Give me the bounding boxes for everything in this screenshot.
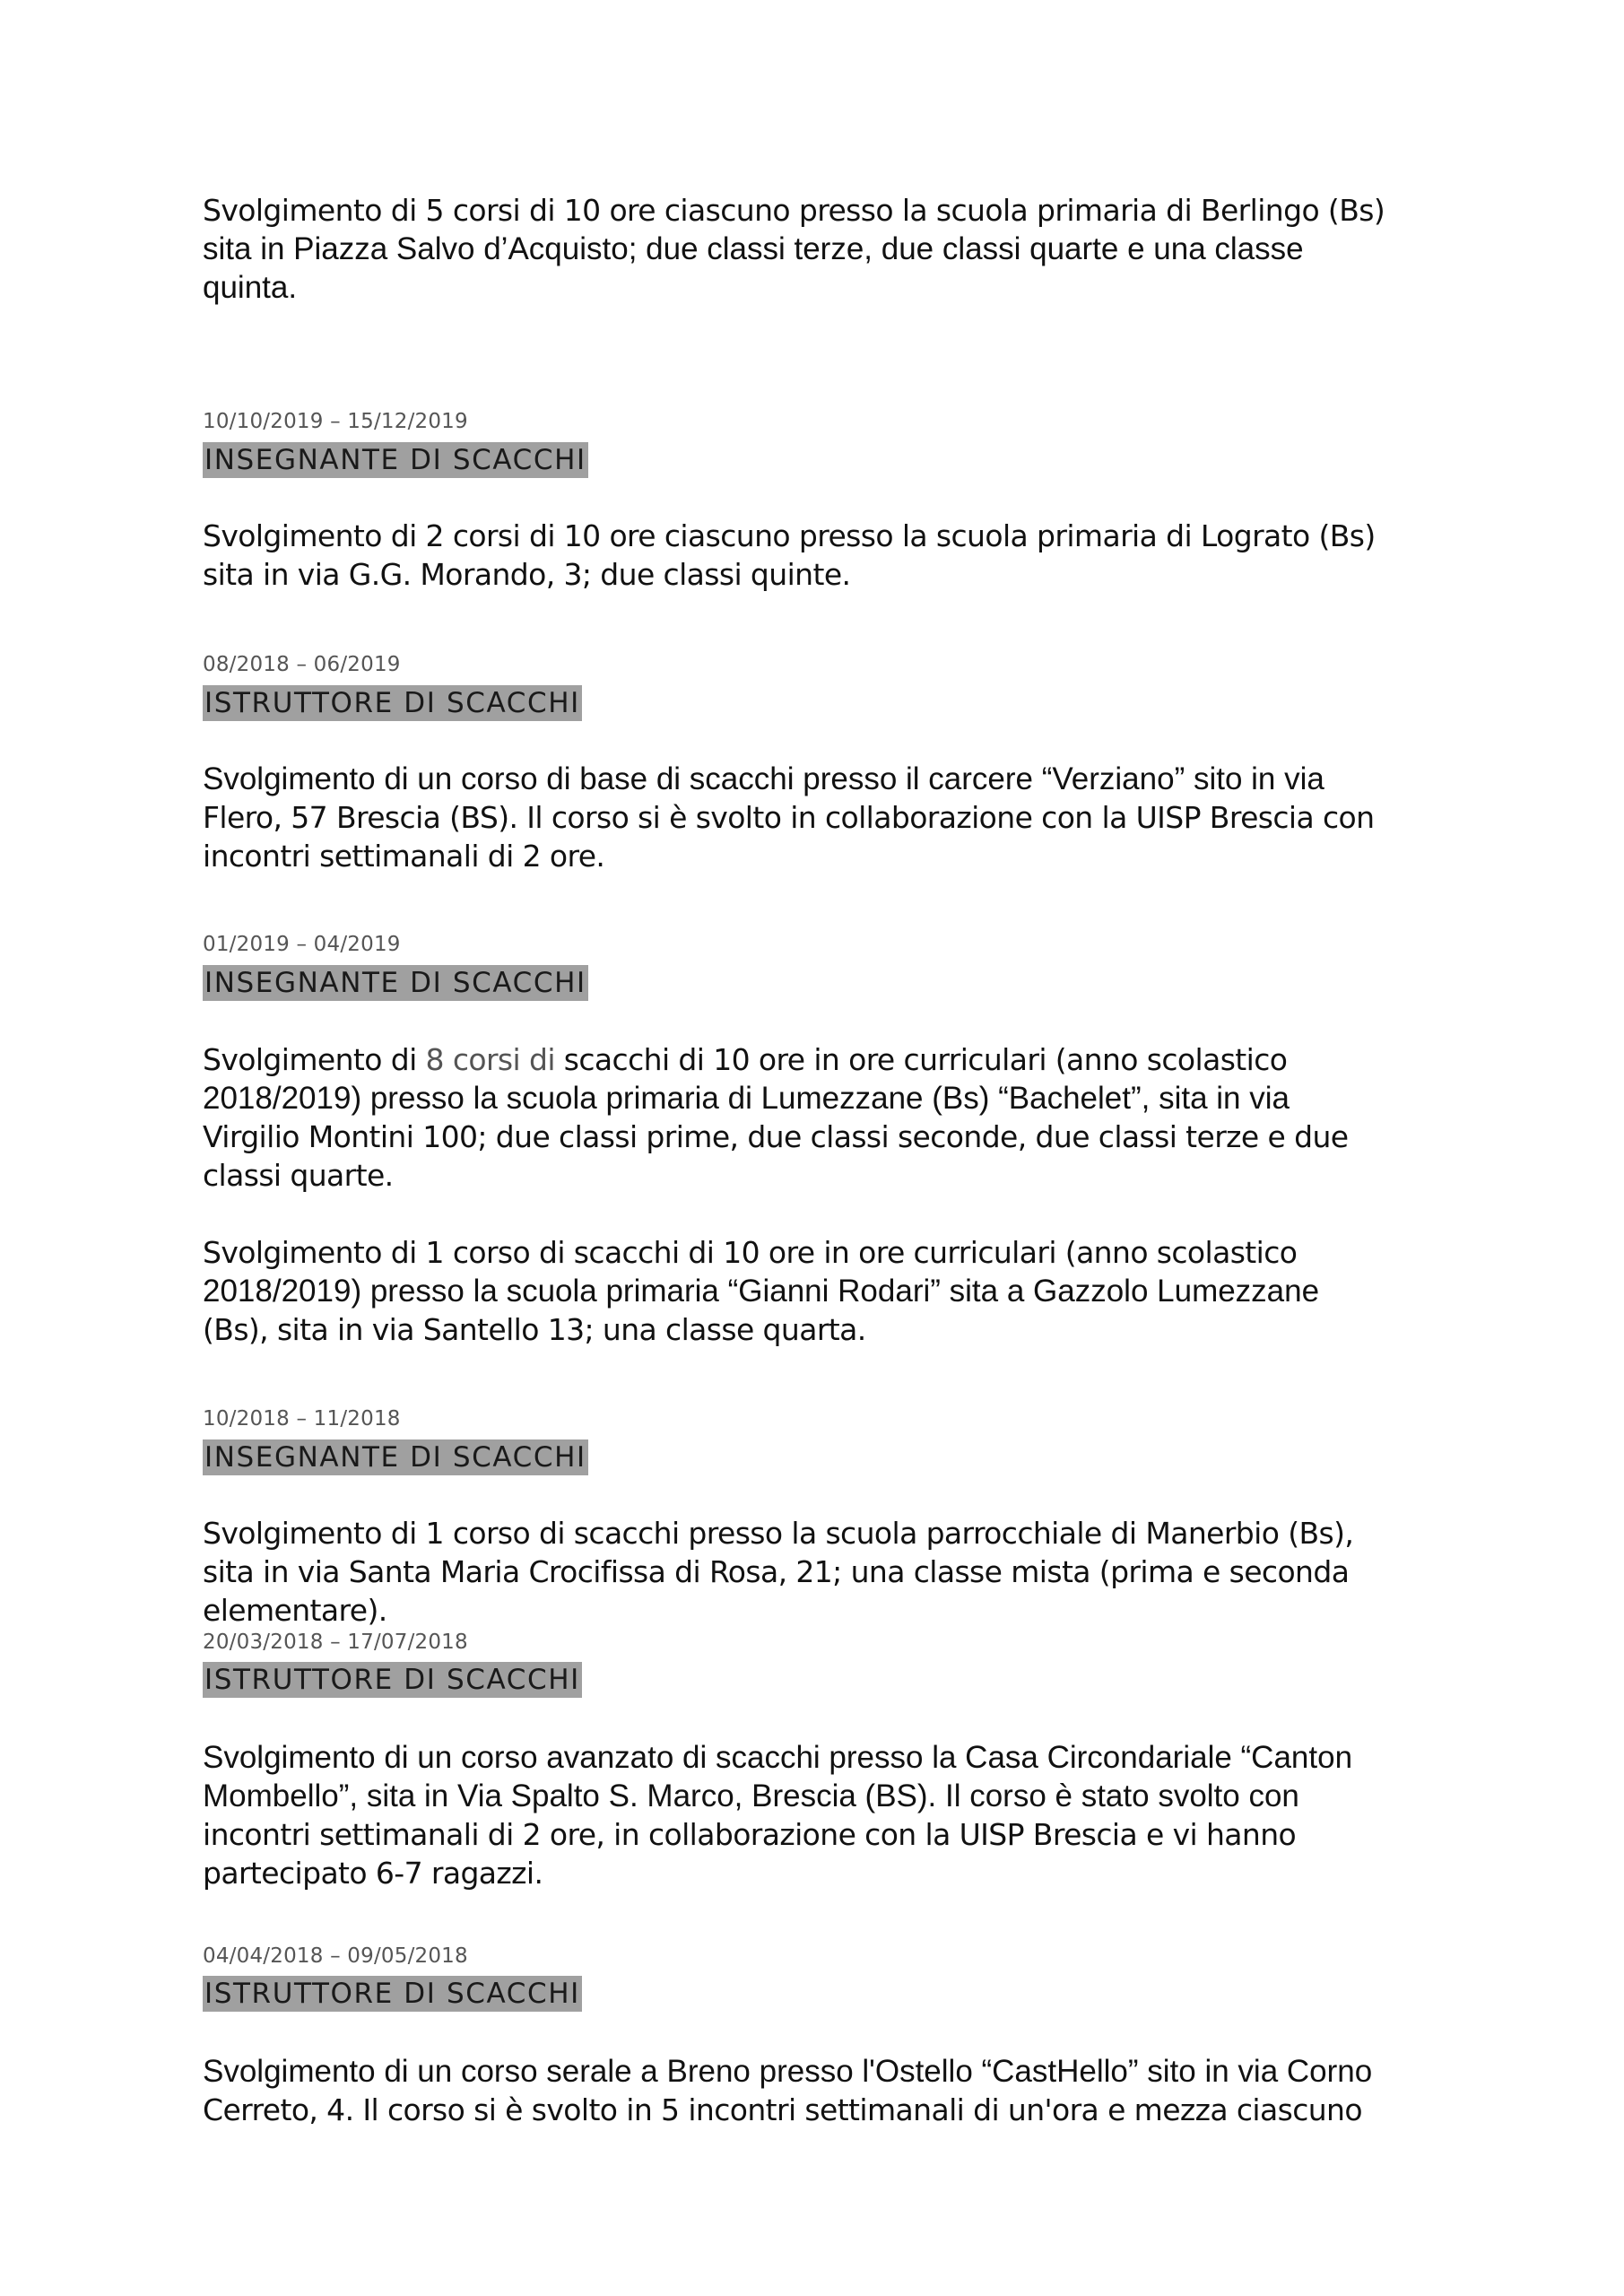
entry-description bbox=[203, 1040, 1458, 1195]
description-line: classi quarte. bbox=[203, 1158, 394, 1193]
description-line: sita in via Santa Maria Crocifissa di Rosa, 21; una classe mista (prima e seconda bbox=[203, 1554, 1350, 1589]
description-line: Svolgimento di 5 corsi di 10 ore ciascuno presso la scuola primaria di Berlingo (Bs) bbox=[203, 193, 1385, 228]
entry-description bbox=[203, 1233, 1458, 1349]
description-line: Cerreto, 4. Il corso si è svolto in 5 incontri settimanali di un'ora e mezza ciascuno bbox=[203, 2092, 1362, 2127]
description-line: elementare). bbox=[203, 1593, 387, 1628]
description-line: (Bs), sita in via Santello 13; una classe quarta. bbox=[203, 1312, 866, 1347]
description-line: Svolgimento di 8 corsi di scacchi di 10 ore in ore curriculari (anno scolastico bbox=[203, 1042, 1288, 1077]
entry-role: ISTRUTTORE DI SCACCHI bbox=[204, 1664, 580, 1696]
entry-date: 08/2018 – 06/2019 bbox=[203, 653, 401, 676]
description bbox=[203, 191, 1458, 307]
description-line: Flero, 57 Brescia (BS). Il corso si è svolto in collaborazione con la UISP Brescia con bbox=[203, 800, 1375, 835]
description-line: Mombello”, sita in Via Spalto S. Marco, Brescia (BS). Il corso è stato svolto con bbox=[203, 1779, 1299, 1813]
description-line: Svolgimento di un corso di base di scacchi presso il carcere “Verziano” sito in via bbox=[203, 761, 1324, 796]
entry-date: 20/03/2018 – 17/07/2018 bbox=[203, 1631, 468, 1654]
entry-role: ISTRUTTORE DI SCACCHI bbox=[204, 1978, 580, 2010]
entry-role: INSEGNANTE DI SCACCHI bbox=[204, 967, 586, 999]
description-line: quinta. bbox=[203, 270, 298, 305]
description-line: partecipato 6-7 ragazzi. bbox=[203, 1856, 543, 1891]
description-line: Svolgimento di 1 corso di scacchi presso la scuola parrocchiale di Manerbio (Bs), bbox=[203, 1516, 1354, 1551]
entry-description bbox=[203, 760, 1458, 875]
entry-date: 04/04/2018 – 09/05/2018 bbox=[203, 1944, 468, 1968]
description-line: Virgilio Montini 100; due classi prime, due classi seconde, due classi terze e due bbox=[203, 1119, 1349, 1154]
entry-intro bbox=[203, 191, 1458, 307]
highlight-text: 8 corsi di bbox=[425, 1042, 555, 1077]
description-line: sita in via G.G. Morando, 3; due classi quinte. bbox=[203, 557, 851, 592]
description-line: Svolgimento di un corso serale a Breno presso l'Ostello “CastHello” sito in via Corno bbox=[203, 2054, 1373, 2089]
entry-date: 10/10/2019 – 15/12/2019 bbox=[203, 410, 468, 433]
entry-role: INSEGNANTE DI SCACCHI bbox=[204, 1441, 586, 1474]
entry-role: ISTRUTTORE DI SCACCHI bbox=[204, 687, 580, 719]
description-line: Svolgimento di 2 corsi di 10 ore ciascuno presso la scuola primaria di Lograto (Bs) bbox=[203, 518, 1376, 553]
description-line: 2018/2019) presso la scuola primaria “Gianni Rodari” sita a Gazzolo Lumezzane bbox=[203, 1274, 1320, 1309]
description-line: sita in Piazza Salvo d’Acquisto; due classi terze, due classi quarte e una classe bbox=[203, 231, 1304, 266]
entry-description bbox=[203, 1738, 1458, 1892]
description-line: incontri settimanali di 2 ore. bbox=[203, 839, 605, 874]
description-line: Svolgimento di un corso avanzato di scacchi presso la Casa Circondariale “Canton bbox=[203, 1740, 1353, 1775]
entry-role: INSEGNANTE DI SCACCHI bbox=[204, 444, 586, 476]
description-line: Svolgimento di 1 corso di scacchi di 10 ore in ore curriculari (anno scolastico bbox=[203, 1235, 1298, 1270]
entry-description bbox=[203, 1514, 1458, 1630]
entry-date: 01/2019 – 04/2019 bbox=[203, 933, 401, 956]
description-line: 2018/2019) presso la scuola primaria di Lumezzane (Bs) “Bachelet”, sita in via bbox=[203, 1081, 1290, 1116]
entry-description bbox=[203, 2052, 1458, 2129]
entry-date: 10/2018 – 11/2018 bbox=[203, 1407, 401, 1431]
entry-description bbox=[203, 517, 1458, 594]
description-line: incontri settimanali di 2 ore, in collaborazione con la UISP Brescia e vi hanno bbox=[203, 1817, 1297, 1852]
